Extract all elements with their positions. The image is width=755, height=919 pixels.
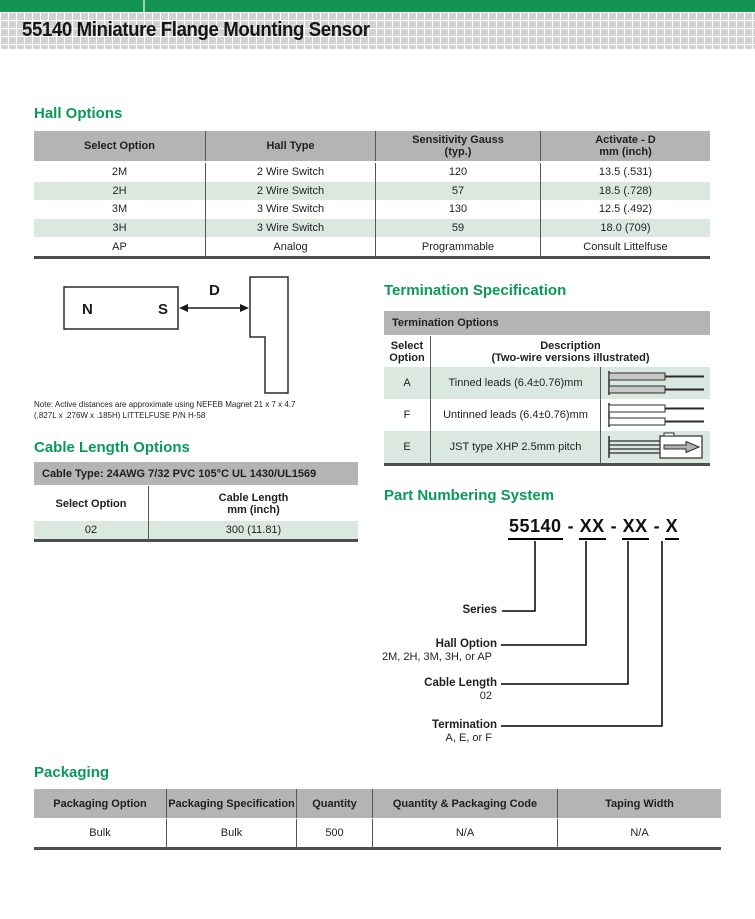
part-numbering-heading: Part Numbering System	[384, 487, 555, 504]
table-cell: 3M	[111, 203, 128, 216]
magnet-note: Note: Active distances are approximate using NEFEB Magnet 21 x 7 x 4.7 (.827L x .276W x .185H) LITTELFUSE P/N H-58	[34, 400, 296, 420]
table-cell: A	[403, 377, 411, 389]
callout-cable-length-label: Cable Length	[424, 677, 497, 689]
table-cell: 59	[375, 219, 540, 238]
hall-table-header-row	[34, 131, 710, 163]
table-cell: 18.5 (.728)	[540, 182, 710, 201]
distance-arrow	[179, 304, 249, 312]
table-cell: Analog	[205, 237, 375, 256]
table-cell	[600, 399, 710, 431]
table-cell: 300 (11.81)	[148, 521, 358, 539]
table-cell: Bulk	[89, 827, 111, 839]
termination-heading: Termination Specification	[384, 282, 567, 299]
table-cell: 02	[84, 524, 98, 536]
cable-header-row	[34, 486, 358, 521]
part-number-series-segment: 55140	[508, 516, 563, 540]
termination-table-title: Termination Options	[384, 311, 710, 336]
table-cell: Bulk	[166, 819, 296, 847]
table-cell: 3 Wire Switch	[205, 200, 375, 219]
top-green-bar	[0, 0, 755, 12]
column-header: Sensitivity Gauss (typ.)	[375, 131, 540, 161]
table-row	[384, 431, 710, 463]
callout-cable-length-values: 02	[479, 690, 492, 702]
table-row	[34, 521, 358, 539]
packaging-header-row	[34, 789, 721, 819]
cable-type-title: Cable Type: 24AWG 7/32 PVC 105°C UL 1430/UL1569	[34, 462, 358, 486]
hall-options-table	[34, 131, 710, 259]
table-cell: E	[403, 441, 411, 453]
table-cell: 500	[296, 819, 372, 847]
tinned-leads-illustration	[604, 368, 708, 398]
column-header: Cable Length mm (inch)	[148, 486, 358, 521]
part-number-termination-segment: X	[665, 516, 680, 540]
table-cell: 3H	[112, 222, 127, 235]
table-row	[34, 819, 721, 847]
table-cell: AP	[112, 240, 127, 253]
table-row	[34, 200, 710, 219]
table-cell: Untinned leads (6.4±0.76)mm	[430, 399, 600, 431]
table-cell	[600, 367, 710, 399]
table-cell: 2H	[112, 184, 127, 197]
table-cell: F	[403, 409, 411, 421]
table-cell: 2 Wire Switch	[205, 182, 375, 201]
table-row	[34, 163, 710, 182]
table-cell: 3 Wire Switch	[205, 219, 375, 238]
table-cell: 120	[375, 163, 540, 182]
callout-hall-option-label: Hall Option	[435, 638, 497, 650]
callout-series-label: Series	[462, 604, 497, 616]
column-header: Quantity	[296, 789, 372, 818]
magnet-activation-diagram	[34, 272, 364, 397]
table-cell: N/A	[372, 819, 557, 847]
top-bar-notch	[143, 0, 145, 12]
termination-table	[384, 311, 710, 466]
table-cell: 2M	[111, 166, 128, 179]
table-cell	[600, 431, 710, 463]
part-number-cable-segment: XX	[622, 516, 649, 540]
cable-length-heading: Cable Length Options	[34, 439, 190, 456]
distance-label: D	[209, 282, 220, 299]
column-header: Hall Type	[205, 131, 375, 161]
table-row	[34, 219, 710, 238]
table-row	[384, 399, 710, 431]
packaging-table	[34, 789, 721, 850]
table-cell: 18.0 (709)	[540, 219, 710, 238]
part-number-separator: -	[567, 516, 574, 536]
table-cell: 13.5 (.531)	[540, 163, 710, 182]
table-cell: 57	[375, 182, 540, 201]
page-title: 55140 Miniature Flange Mounting Sensor	[22, 19, 370, 41]
callout-hall-option-values: 2M, 2H, 3M, 3H, or AP	[381, 651, 492, 663]
part-number-separator: -	[610, 516, 617, 536]
part-number-template	[508, 516, 679, 540]
table-row	[34, 237, 710, 256]
magnet-north-label: N	[82, 301, 93, 318]
table-cell: 2 Wire Switch	[205, 163, 375, 182]
table-cell: 12.5 (.492)	[540, 200, 710, 219]
sensor-profile	[250, 277, 288, 393]
callout-termination-label: Termination	[432, 719, 497, 731]
table-row	[34, 182, 710, 201]
packaging-heading: Packaging	[34, 764, 110, 781]
table-cell: Tinned leads (6.4±0.76)mm	[430, 367, 600, 399]
jst-connector-illustration	[604, 432, 708, 462]
column-header: Select Option	[389, 339, 425, 364]
column-header: Packaging Specification	[166, 789, 296, 818]
column-header: Packaging Option	[53, 797, 147, 810]
untinned-leads-illustration	[604, 400, 708, 430]
table-cell: Programmable	[375, 237, 540, 256]
table-cell: JST type XHP 2.5mm pitch	[430, 431, 600, 463]
cable-length-table	[34, 462, 358, 542]
magnet-south-label: S	[158, 301, 169, 318]
column-header: Description (Two-wire versions illustrated)	[430, 336, 710, 367]
table-cell: N/A	[557, 819, 721, 847]
column-header: Activate - D mm (inch)	[540, 131, 710, 161]
column-header: Select Option	[84, 140, 155, 152]
column-header: Quantity & Packaging Code	[372, 789, 557, 818]
column-header: Select Option	[55, 497, 127, 510]
title-band	[0, 12, 755, 49]
table-cell: Consult Littelfuse	[540, 237, 710, 256]
hall-options-heading: Hall Options	[34, 105, 123, 122]
table-row	[384, 367, 710, 399]
termination-header-row	[384, 336, 710, 367]
column-header: Taping Width	[557, 789, 721, 818]
part-number-hall-segment: XX	[579, 516, 606, 540]
table-cell: 130	[375, 200, 540, 219]
part-number-separator: -	[653, 516, 660, 536]
callout-termination-values: A, E, or F	[445, 732, 492, 744]
